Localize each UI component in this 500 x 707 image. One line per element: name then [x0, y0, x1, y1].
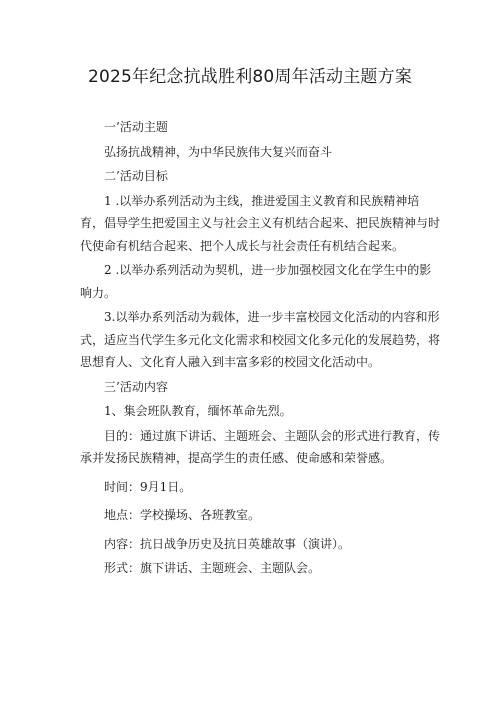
section-heading-goals: 二’活动目标	[104, 169, 168, 183]
theme-text: 弘扬抗战精神，为中华民族伟大复兴而奋斗	[104, 144, 333, 159]
section-heading-content: 三’活动内容	[104, 379, 168, 394]
content-text: 内容：抗日战争历史及抗日英雄故事（演讲）。	[104, 536, 351, 551]
form-text: 形式：旗下讲话、主题班会、主题队会。	[104, 561, 321, 575]
document-body	[80, 116, 442, 582]
purpose-text: 目的：通过旗下讲话、主题班会、主题队会的形式进行教育，传承并发扬民族精神，提高学生的责任感、使命感和荣誉感。	[80, 428, 441, 465]
section-heading-theme: 一’活动主题	[104, 120, 168, 134]
goal-1: 1 .以举办系列活动为主线，推进爱国主义教育和民族精神培育，倡导学生把爱国主义与社会主义有机结合起来、把民族精神与时代使命有机结合起来、把个人成长与社会责任有机结合起来。	[80, 193, 441, 253]
document-title: 2025年纪念抗战胜利80周年活动主题方案	[87, 67, 413, 87]
goal-2: 2 .以举办系列活动为契机，进一步加强校园文化在学生中的影响力。	[80, 263, 432, 300]
time-text: 时间：9月1日。	[104, 479, 192, 494]
content-item-1: 1、集会班队教育，缅怀革命先烈。	[104, 404, 292, 418]
place-text: 地点：学校操场、各班教室。	[104, 508, 261, 522]
goal-3: 3.以举办系列活动为载体，进一步丰富校园文化活动的内容和形式，适应当代学生多元化文化需求和校园文化多元化的发展趋势，将思想育人、文化育人融入到丰富多彩的校园文化活动中。	[80, 310, 441, 369]
